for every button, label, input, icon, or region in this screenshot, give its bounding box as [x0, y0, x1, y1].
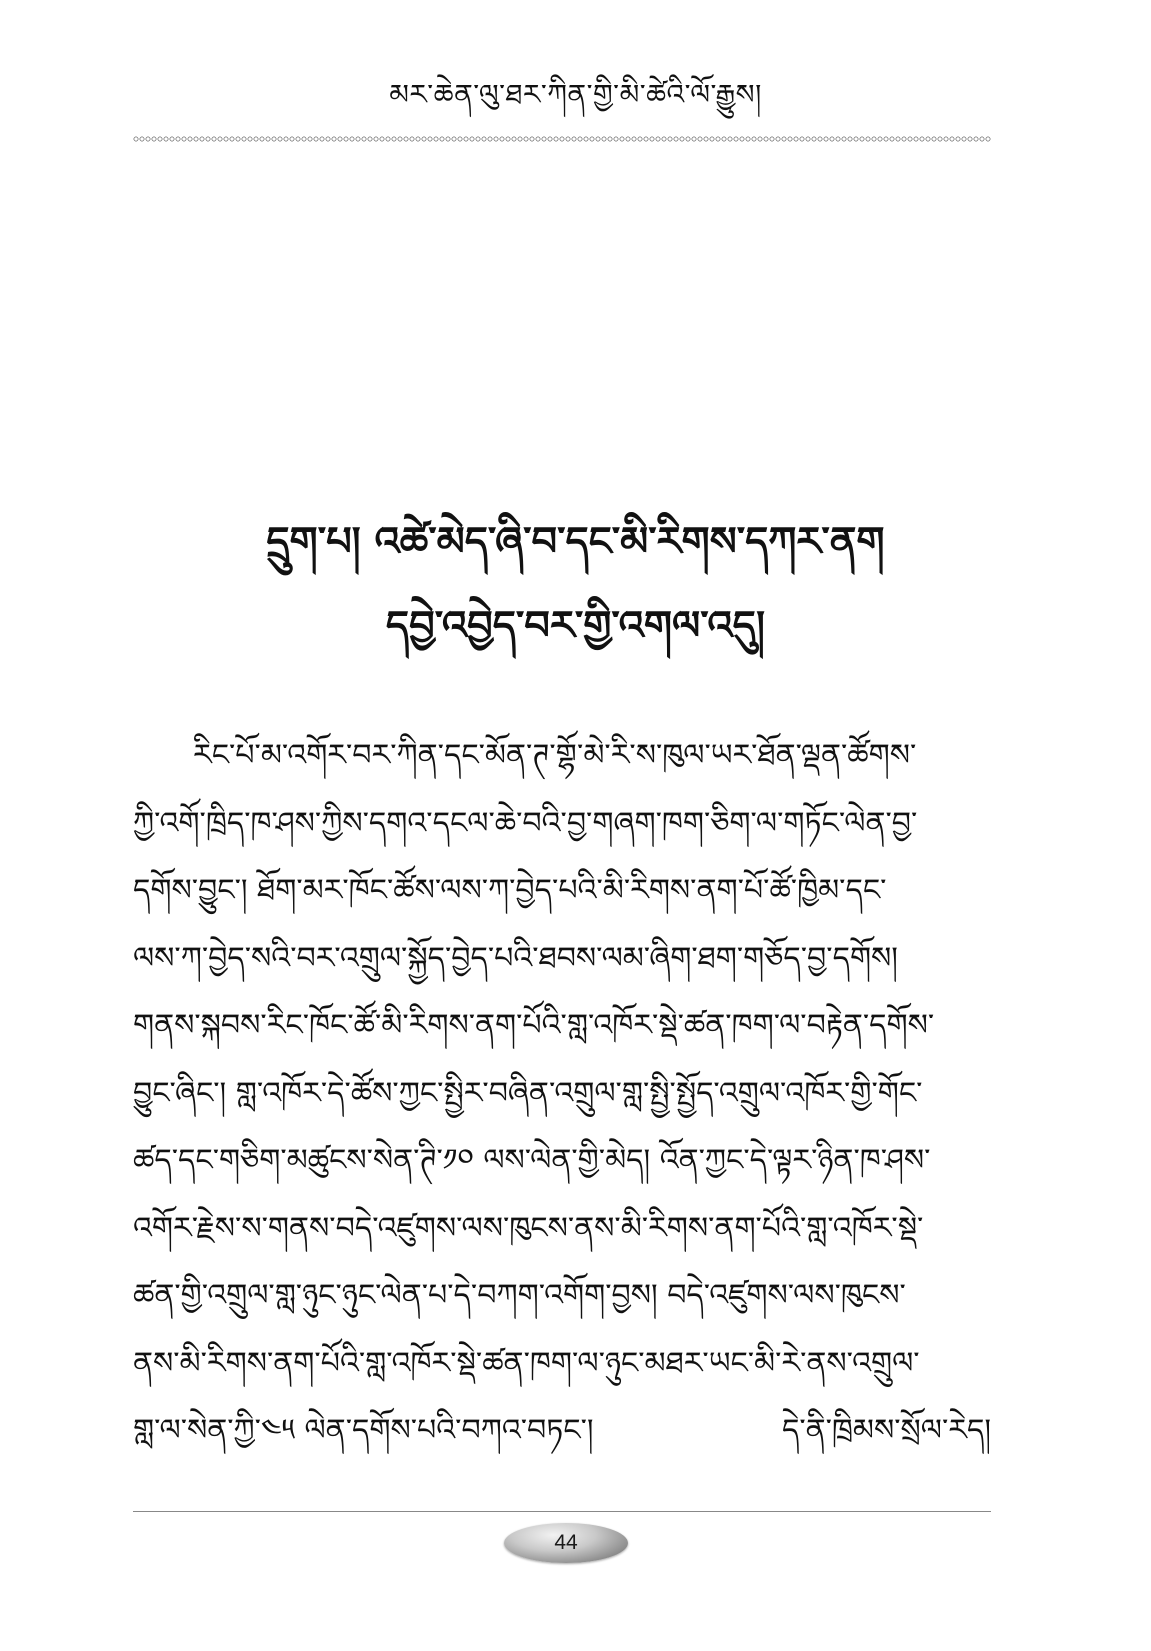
- body-line: ལས་ཀ་བྱེད་སའི་བར་འགྲུལ་སྐྱོད་བྱེད་པའི་ཐབས་ལམ་ཞིག་ཐག་གཅོད་བྱ་དགོས།: [133, 940, 898, 976]
- page-number: 44: [554, 1531, 578, 1554]
- body-line: ཀྱི་འགོ་ཁྲིད་ཁ་ཤས་ཀྱིས་དགའ་དངལ་ཆེ་བའི་བྱ་གཞག་ཁག་ཅིག་ལ་གཏོང་ལེན་བྱ་: [133, 805, 918, 841]
- header-divider: [133, 136, 991, 146]
- chapter-title-line-2: དབྱེ་འབྱེད་བར་གྱི་འགལ་འདུ།: [385, 602, 766, 649]
- page-number-badge: [504, 1523, 628, 1563]
- chapter-title: [130, 500, 1021, 668]
- running-header-title: མར་ཆེན་ལུ་ཐར་ཀིན་གྱི་མི་ཚེའི་ལོ་རྒྱུས།: [389, 78, 762, 111]
- body-line: གནས་སྐབས་རིང་ཁོང་ཚོ་མི་རིགས་ནག་པོའི་གླ་འཁོར་སྡེ་ཚན་ཁག་ལ་བརྟེན་དགོས་: [133, 1008, 935, 1043]
- body-line: འགོར་རྗེས་ས་གནས་བདེ་འཛུགས་ལས་ཁུངས་ནས་མི་རིགས་ནག་པོའི་གླ་འཁོར་སྡེ་: [133, 1210, 924, 1246]
- body-line: ནས་མི་རིགས་ནག་པོའི་གླ་འཁོར་སྡེ་ཚན་ཁག་ལ་ཉུང་མཐར་ཡང་མི་རེ་ནས་འགྲུལ་: [133, 1345, 920, 1381]
- body-last-line-left: གླ་ལ་སེན་ཀྱི་༤༥ ལེན་དགོས་པའི་བཀའ་བཏང་།: [133, 1413, 594, 1448]
- footer-divider: [133, 1511, 991, 1512]
- body-line: ཚད་དང་གཅིག་མཚུངས་སེན་ཊི་༡༠ ལས་ལེན་གྱི་མེད། འོན་ཀྱང་དེ་ལྟར་ཉིན་ཁ་ཤས་: [133, 1143, 931, 1178]
- body-line: བྱུང་ཞིང་། གླ་འཁོར་དེ་ཚོས་ཀྱང་སྤྱིར་བཞིན་འགྲུལ་གླ་སྤྱི་སྤྱོད་འགྲུལ་འཁོར་གྱི་གོང་: [133, 1075, 923, 1111]
- body-line: དགོས་བྱུང་། ཐོག་མར་ཁོང་ཚོས་ལས་ཀ་བྱེད་པའི་མི་རིགས་ནག་པོ་ཚོ་ཁྱིམ་དང་: [133, 873, 887, 908]
- body-line: རིང་པོ་མ་འགོར་བར་ཀིན་དང་མོན་ཊ་གྷོ་མེ་རི་ས་ཁུལ་ཡར་ཐོན་ལྡན་ཚོགས་: [193, 738, 917, 773]
- body-last-line: [133, 1397, 991, 1465]
- body-last-line-right: དེ་ནི་ཁྲིམས་སྲོལ་རེད།: [781, 1413, 991, 1448]
- body-paragraph: [133, 722, 991, 1465]
- body-line: ཚན་གྱི་འགྲུལ་གླ་ཉུང་ཉུང་ལེན་པ་དེ་བཀག་འགོག་བྱས། བདེ་འཛུགས་ལས་ཁུངས་: [133, 1278, 906, 1313]
- chapter-title-line-1: དྲུག་པ། འཚེ་མེད་ཞི་བ་དང་མི་རིགས་དཀར་ནག: [266, 518, 885, 565]
